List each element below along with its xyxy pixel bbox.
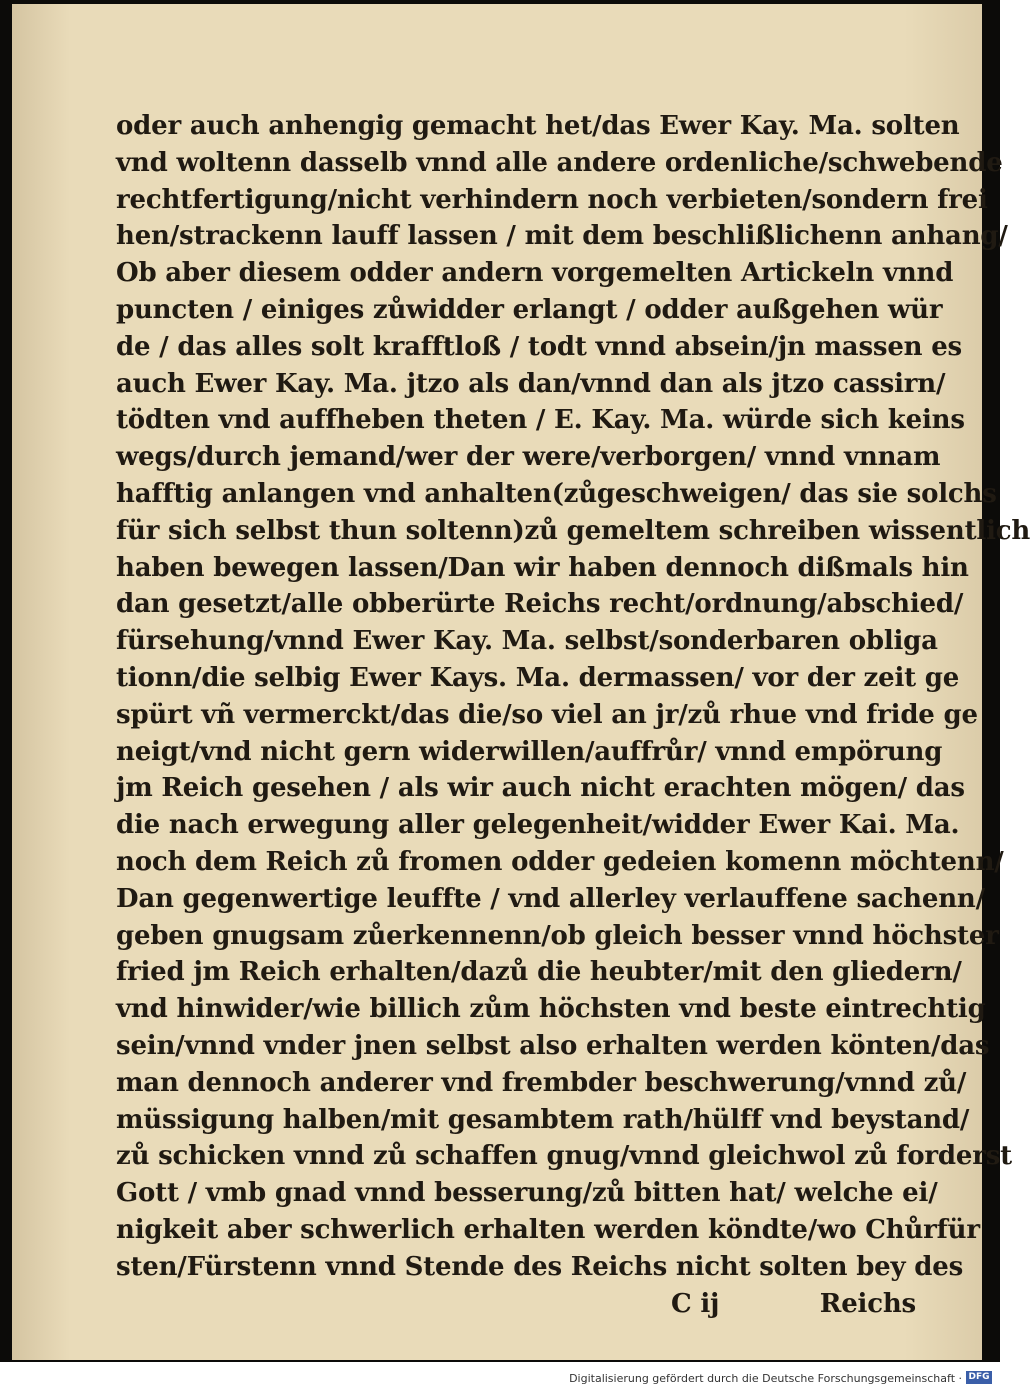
text-line: müssigung halben/mit gesambtem rath/hülff vnd beystand/	[116, 1104, 970, 1135]
text-line: für sich selbst thun soltenn)zů gemeltem schreiben wissentlich	[116, 515, 1030, 546]
text-line: oder auch anhengig gemacht het/das Ewer Kay. Ma. solten	[116, 111, 960, 141]
signature-row	[116, 1286, 916, 1322]
text-line: tionn/die selbig Ewer Kays. Ma. dermassen/ vor der zeit ge	[116, 662, 960, 693]
text-line: vnd woltenn dasselb vnnd alle andere ordenliche/schwebende	[116, 147, 1003, 178]
footer-bar	[0, 1362, 1000, 1391]
text-line: rechtfertigung/nicht verhindern noch verbieten/sondern frei	[116, 184, 988, 215]
text-line: puncten / einiges zůwidder erlangt / odder außgehen wür	[116, 294, 943, 325]
text-line: Gott / vmb gnad vnnd besserung/zů bitten hat/ welche ei/	[116, 1178, 938, 1209]
text-line: Ob aber diesem odder andern vorgemelten Artickeln vnnd	[116, 258, 954, 289]
text-line: hen/strackenn lauff lassen / mit dem beschlißlichenn anhang/	[116, 221, 1008, 252]
text-line: noch dem Reich zů fromen odder gedeien komenn möchtenn/	[116, 846, 1004, 877]
text-line: jm Reich gesehen / als wir auch nicht erachten mögen/ das	[116, 773, 965, 804]
text-line: haben bewegen lassen/Dan wir haben dennoch dißmals hin	[116, 552, 969, 583]
text-line: man dennoch anderer vnd frembder beschwerung/vnnd zů/	[116, 1067, 967, 1098]
text-line: de / das alles solt krafftloß / todt vnnd absein/jn massen es	[116, 331, 962, 362]
text-line: wegs/durch jemand/wer der were/verborgen/ vnnd vnnam	[116, 442, 941, 473]
text-line: zů schicken vnnd zů schaffen gnug/vnnd gleichwol zů forderst	[116, 1141, 1012, 1172]
text-line: sten/Fürstenn vnnd Stende des Reichs nicht solten bey des	[116, 1251, 964, 1282]
text-line: dan gesetzt/alle obberürte Reichs recht/ordnung/abschied/	[116, 589, 964, 620]
text-line: neigt/vnd nicht gern widerwillen/auffrůr/ vnnd empörung	[116, 736, 943, 767]
text-line: Dan gegenwertige leuffte / vnd allerley verlauffene sachenn/	[116, 883, 985, 914]
text-line: geben gnugsam zůerkennenn/ob gleich besser vnnd höchster	[116, 920, 999, 951]
text-line: auch Ewer Kay. Ma. jtzo als dan/vnnd dan als jtzo cassirn/	[116, 368, 946, 399]
text-line: spürt vñ vermerckt/das die/so viel an jr/zů rhue vnd fride ge	[116, 699, 978, 730]
funding-notice: Digitalisierung gefördert durch die Deutsche Forschungsgemeinschaft ·	[569, 1372, 962, 1385]
text-line: tödten vnd auffheben theten / E. Kay. Ma. würde sich keins	[116, 405, 965, 436]
text-line: sein/vnnd vnder jnen selbst also erhalten werden könten/das	[116, 1030, 990, 1061]
text-line: vnd hinwider/wie billich zům höchsten vnd beste eintrechtig	[116, 994, 986, 1025]
text-line: hafftig anlangen vnd anhalten(zůgeschweigen/ das sie solchs	[116, 478, 997, 509]
text-line: fürsehung/vnnd Ewer Kay. Ma. selbst/sonderbaren obliga	[116, 626, 938, 657]
page-text	[116, 108, 1030, 1322]
catchword: Reichs	[819, 1288, 916, 1319]
text-line: fried jm Reich erhalten/dazů die heubter/mit den gliedern/	[116, 957, 962, 988]
book-page	[12, 4, 1030, 1360]
text-line: nigkeit aber schwerlich erhalten werden köndte/wo Chůrfür	[116, 1214, 980, 1245]
signature-mark: C ij	[671, 1288, 720, 1319]
text-line: die nach erwegung aller gelegenheit/widder Ewer Kai. Ma.	[116, 810, 960, 841]
dfg-logo-icon: DFG	[966, 1371, 992, 1384]
